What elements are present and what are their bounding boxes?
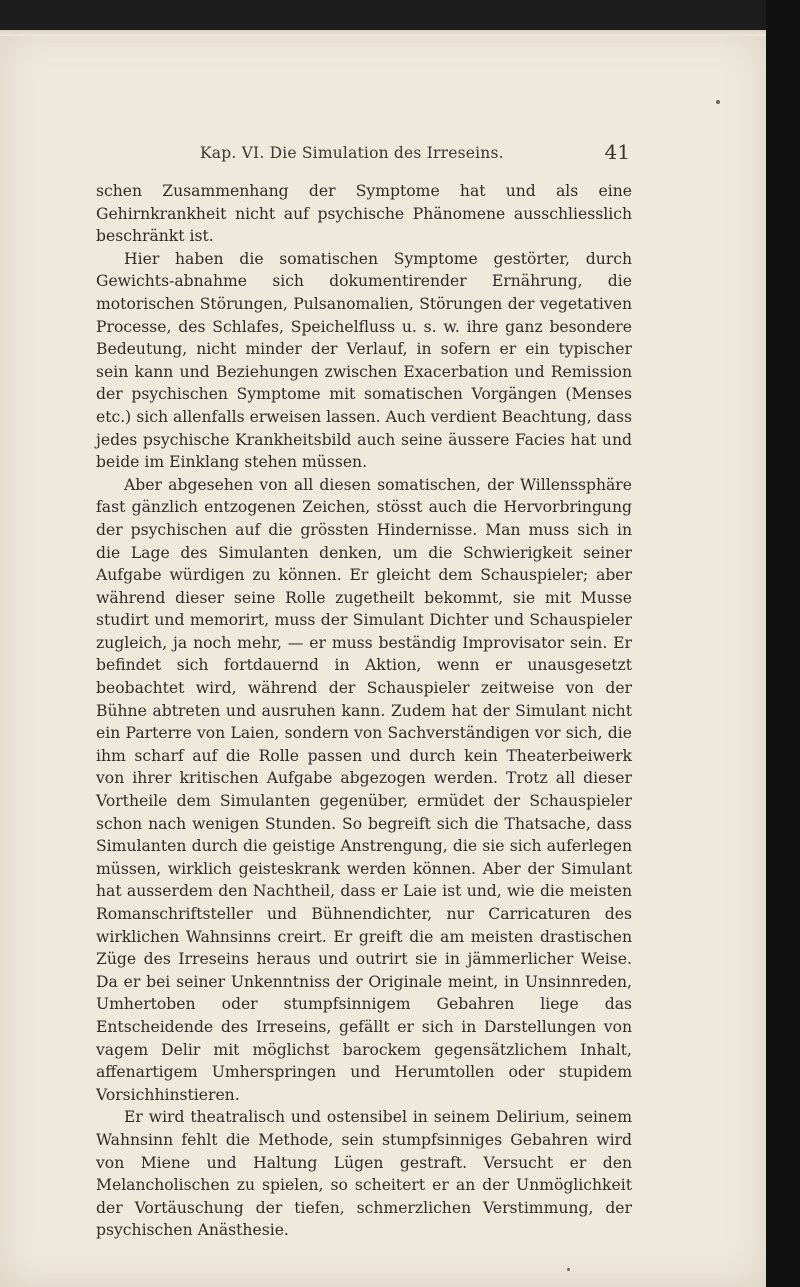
page-number: 41 (604, 140, 630, 164)
paper-speck (567, 1268, 570, 1271)
scan-background-strip (766, 0, 800, 1287)
body-text (96, 180, 632, 1242)
page-top-edge (0, 30, 766, 36)
paragraph: Hier haben die somatischen Symptome gestörter, durch Gewichts-abnahme sich dokumentirender Ernährung, die motorischen Störungen, Pulsanomalien, Störungen der vegetativen Processe, des Schlafes, Speichelfluss u. s. w. ihre ganz besondere Bedeutung, nicht minder der Verlauf, in sofern er ein typischer sein kann und Beziehungen zwischen Exacerbation und Remission der psychischen Symptome mit somatischen Vorgängen (Menses etc.) sich allenfalls erweisen lassen. Auch verdient Beachtung, dass jedes psychische Krankheitsbild auch seine äussere Facies hat und beide im Einklang stehen müssen. (96, 249, 632, 472)
paper-speck (716, 100, 720, 104)
running-head: Kap. VI. Die Simulation des Irreseins. (200, 144, 504, 162)
page-header (120, 140, 630, 168)
paragraph: Er wird theatralisch und ostensibel in seinem Delirium, seinem Wahnsinn fehlt die Methode, sein stumpfsinniges Gebahren wird von Miene und Haltung Lügen gestraft. Versucht er den Melancholischen zu spielen, so scheitert er an der Unmöglichkeit der Vortäuschung der tiefen, schmerzlichen Verstimmung, der psychischen Anästhesie. (96, 1108, 632, 1240)
paragraph: Aber abgesehen von all diesen somatischen, der Willenssphäre fast gänzlich entzogenen Zeichen, stösst auch die Hervorbringung der psychischen auf die grössten Hindernisse. Man muss sich in die Lage des Simulanten denken, um die Schwierigkeit seiner Aufgabe würdigen zu können. Er gleicht dem Schauspieler; aber während dieser seine Rolle zugetheilt bekommt, sie mit Musse studirt und memorirt, muss der Simulant Dichter und Schauspieler zugleich, ja noch mehr, — er muss beständig Improvisator sein. Er befindet sich fortdauernd in Aktion, wenn er unausgesetzt beobachtet wird, während der Schauspieler zeitweise von der Bühne abtreten und ausruhen kann. Zudem hat der Simulant nicht ein Parterre von Laien, sondern von Sachverständigen vor sich, die ihm scharf auf die Rolle passen und durch kein Theaterbeiwerk von ihrer kritischen Aufgabe abgezogen werden. Trotz all dieser Vortheile dem Simulanten gegenüber, ermüdet der Schauspieler schon nach wenigen Stunden. So begreift sich die Thatsache, dass Simulanten durch die geistige Anstrengung, die sie sich auferlegen müssen, wirklich geisteskrank werden können. Aber der Simulant hat ausserdem den Nachtheil, dass er Laie ist und, wie die meisten Romanschriftsteller und Bühnendichter, nur Carricaturen des wirklichen Wahnsinns creirt. Er greift die am meisten drastischen Züge des Irreseins heraus und outrirt sie in jämmerlicher Weise. Da er bei seiner Unkenntniss der Originale meint, in Unsinnreden, Umhertoben oder stumpfsinnigem Gebahren liege das Entscheidende des Irreseins, gefällt er sich in Darstellungen von vagem Delir mit möglichst barockem gegensätzlichem Inhalt, affenartigem Umherspringen und Herumtollen oder stupidem Vorsichhinstieren. (96, 475, 632, 1104)
paragraph-continuation: schen Zusammenhang der Symptome hat und als eine Gehirnkrankheit nicht auf psychische Phänomene ausschliesslich beschränkt ist. (96, 182, 632, 246)
